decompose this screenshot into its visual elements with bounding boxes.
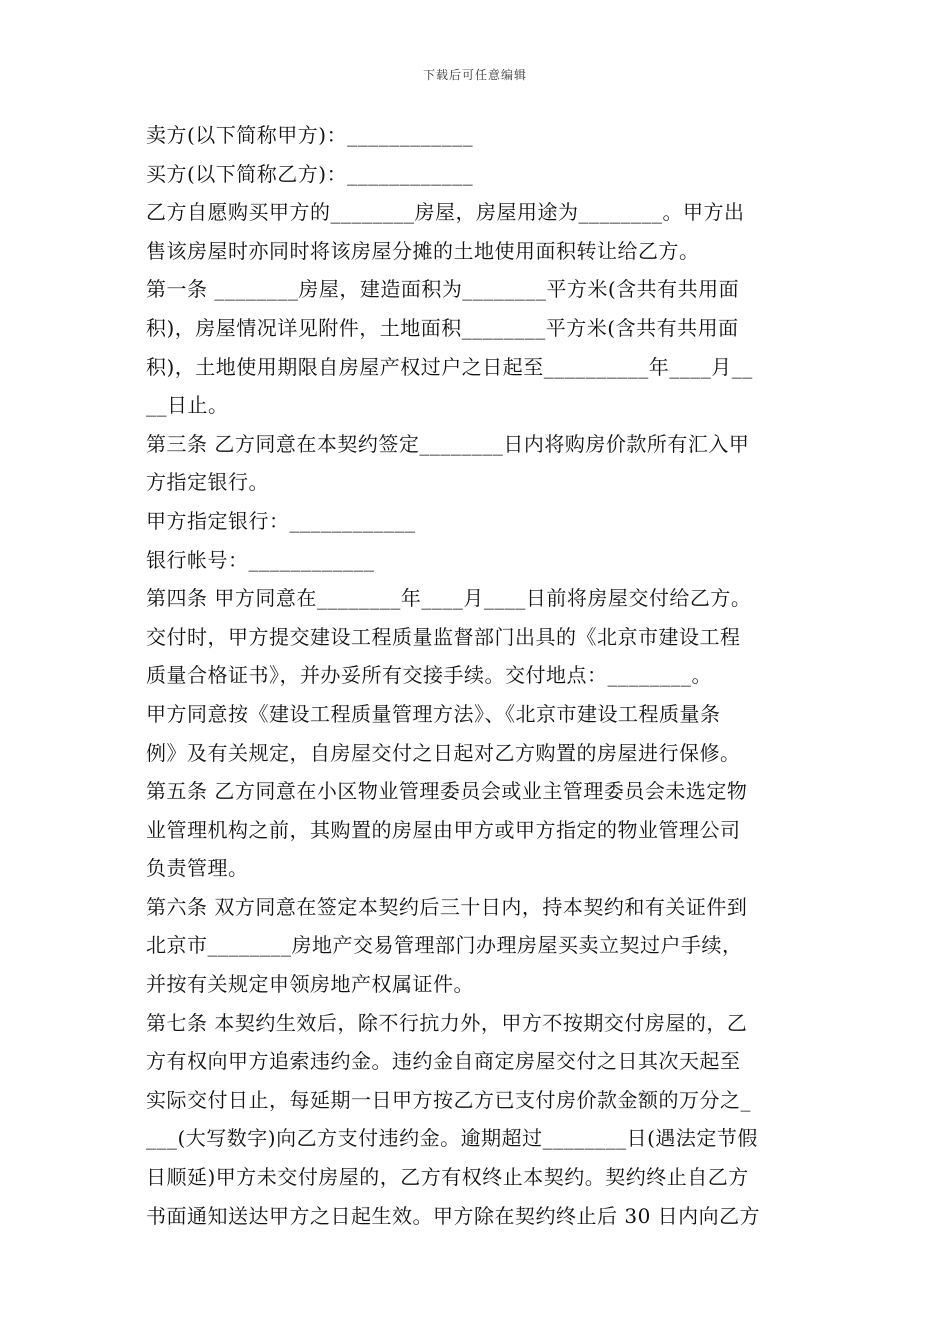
text-line: 第七条 本契约生效后，除不行抗力外，甲方不按期交付房屋的，乙 [146,1010,748,1035]
text-line: 积)，土地使用期限自房屋产权过户之日起至__________年____月__ [146,354,753,379]
text-line: __日止。 [146,393,229,418]
text-line: 例》及有关规定，自房屋交付之日起对乙方购置的房屋进行保修。 [146,740,741,765]
text-line: 甲方指定银行：____________ [146,508,416,533]
text-line: 买方(以下简称乙方)：____________ [146,161,474,186]
text-line: 负责管理。 [146,856,249,881]
text-line: 第一条 ________房屋，建造面积为________平方米(含共有共用面 [146,277,740,302]
text-line: 银行帐号：____________ [146,547,375,572]
text-line: 第五条 乙方同意在小区物业管理委员会或业主管理委员会未选定物 [146,779,748,804]
text-line: 卖方(以下简称甲方)：____________ [146,123,474,147]
text-line: 方指定银行。 [146,470,269,495]
text-line: 质量合格证书》，并办妥所有交接手续。交付地点：________。 [146,663,712,688]
text-line: 售该房屋时亦同时将该房屋分摊的土地使用面积转让给乙方。 [146,238,700,263]
text-line: 第四条 甲方同意在________年____月____日前将房屋交付给乙方。 [146,586,752,611]
contract-body [146,116,810,1235]
text-line: 甲方同意按《建设工程质量管理方法》、《北京市建设工程质量条 [146,701,721,726]
text-line: 交付时，甲方提交建设工程质量监督部门出具的《北京市建设工程 [146,624,741,649]
text-line: 并按有关规定申领房地产权属证件。 [146,972,474,997]
text-line: 书面通知送达甲方之日起生效。甲方除在契约终止后 30 日内向乙方 [146,1203,761,1228]
text-line: 乙方自愿购买甲方的________房屋，房屋用途为________。甲方出 [146,200,745,225]
text-line: 方有权向甲方追索违约金。违约金自商定房屋交付之日其次天起至 [146,1049,741,1074]
text-line: 第三条 乙方同意在本契约签定________日内将购房价款所有汇入甲 [146,431,750,456]
text-line: 业管理机构之前，其购置的房屋由甲方或甲方指定的物业管理公司 [146,817,741,842]
header-note: 下载后可任意编辑 [422,68,527,82]
text-line: 第六条 双方同意在签定本契约后三十日内，持本契约和有关证件到 [146,894,748,919]
text-line: 北京市________房地产交易管理部门办理房屋买卖立契过户手续， [146,933,743,958]
text-line: 实际交付日止，每延期一日甲方按乙方已支付房价款金额的万分之_ [146,1087,751,1112]
text-line: 积)，房屋情况详见附件，土地面积________平方米(含共有共用面 [146,315,739,340]
text-line: ___(大写数字)向乙方支付违约金。逾期超过________日(遇法定节假 [146,1126,758,1151]
text-line: 日顺延)甲方未交付房屋的，乙方有权终止本契约。契约终止自乙方 [146,1165,749,1190]
